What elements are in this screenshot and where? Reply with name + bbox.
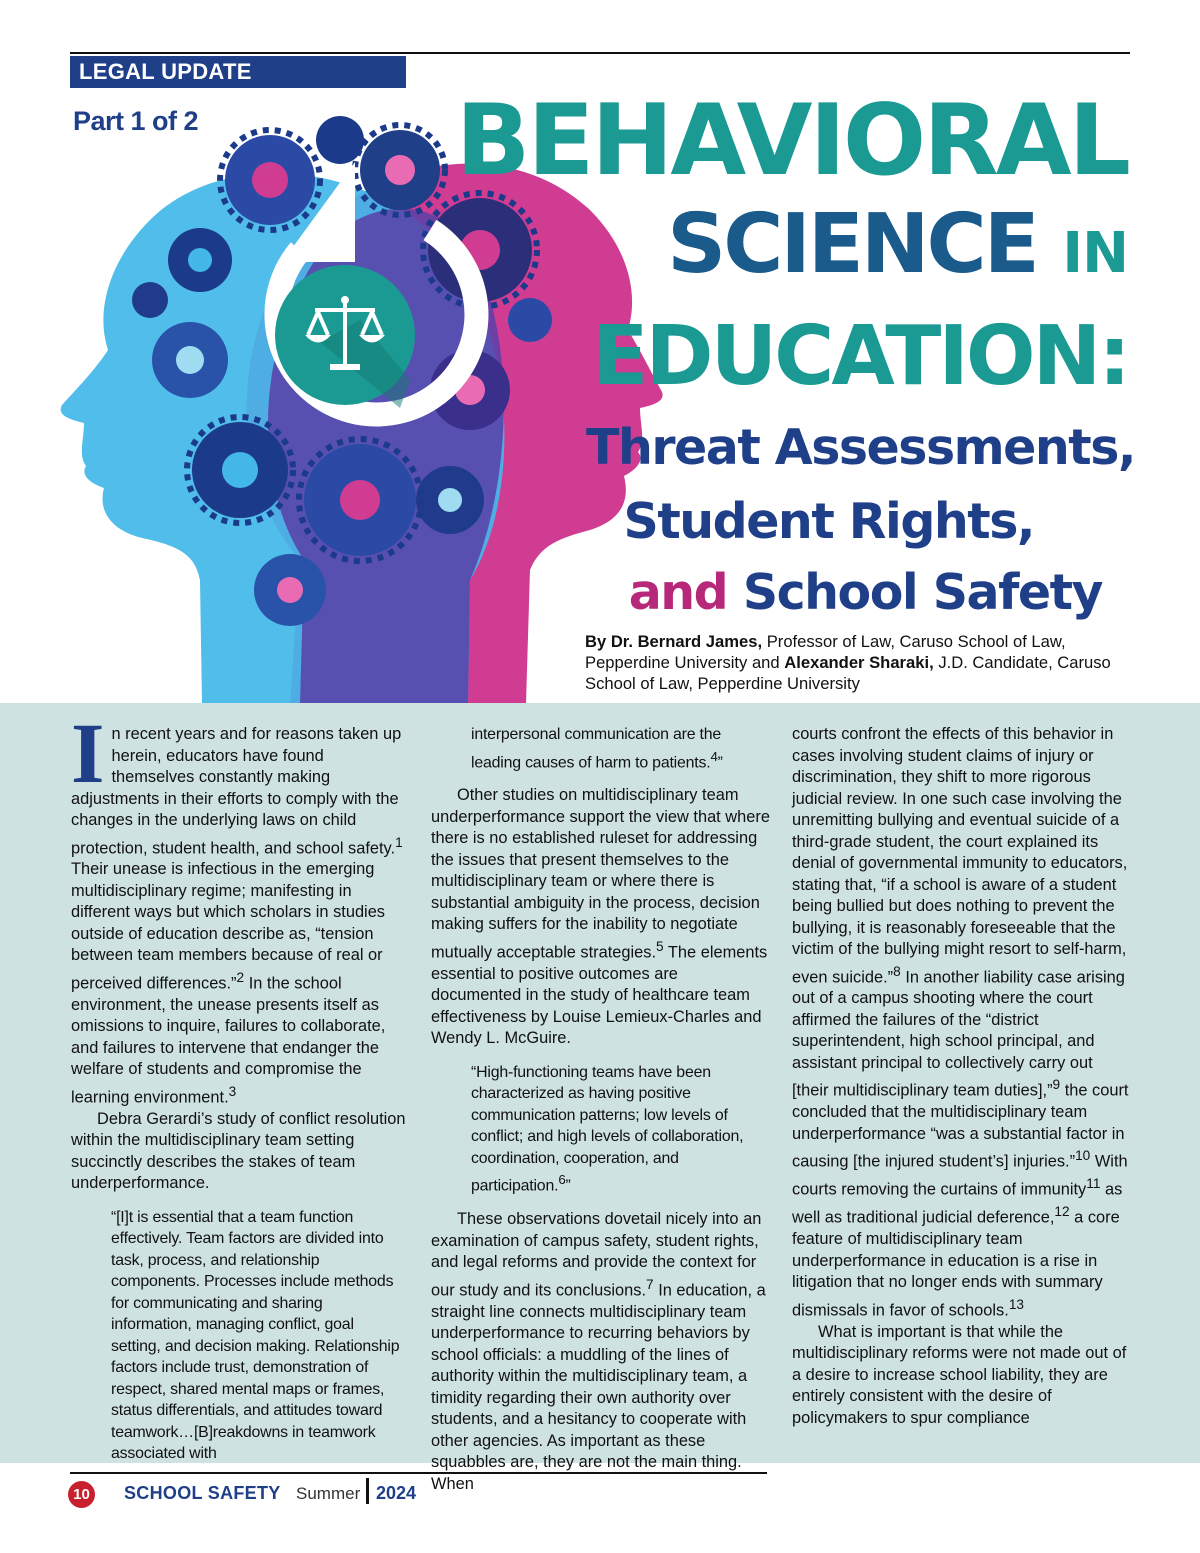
article-column-2: [431, 724, 771, 1495]
footer-year: 2024: [376, 1483, 417, 1503]
byline-affiliation-1: Professor of Law, Caruso School of Law, Pepperdine University and: [585, 632, 1066, 672]
page-number-badge: 10: [68, 1481, 95, 1508]
subtitle-school-safety: School Safety: [742, 564, 1102, 621]
paragraph: Other studies on multidisciplinary team underperformance support the view that where there is no established ruleset for addressing the issues that present themselves to the multidisciplinary team or where there is substantial ambiguity in the process, decision making suffers for the inability to negotiate mutually acceptable strategies.$^5$ The elements essential to positive outcomes are documented in the study of healthcare team effectiveness by Louise Lemieux-Charles and Wendy L. McGuire.: [431, 786, 770, 1048]
subtitle-and: and: [628, 564, 728, 621]
footnote-ref: 7: [646, 1276, 654, 1292]
block-quote-continued: interpersonal communication are the leading causes of harm to patients.$^4$”: [471, 726, 723, 771]
subtitle-line-1: Threat Assessments,: [586, 419, 1135, 476]
footnote-ref: 11: [1086, 1176, 1101, 1192]
subtitle-line-2: Student Rights,: [623, 493, 1034, 550]
footer-season: Summer: [296, 1484, 361, 1503]
byline: [585, 631, 1155, 694]
paragraph: These observations dovetail nicely into an examination of campus safety, student rights, and legal reforms and provide the context for our study and its conclusions.$^7$ In education, a straight line connects multidisciplinary team underperformance to recurring behaviors by school officials: a muddling of the lines of authority within the multidisciplinary team, a timidity regarding their own authority over students, and a hesitancy to cooperate with other agencies. As important as these squabbles are, they are not the main thing. When: [431, 1210, 766, 1493]
top-rule: [70, 52, 1130, 54]
footer-magazine-name: SCHOOL SAFETY: [124, 1483, 281, 1503]
headline-science: SCIENCE: [667, 197, 1037, 292]
headline-in: IN: [1062, 221, 1128, 286]
footnote-ref: 9: [1052, 1077, 1061, 1093]
footnote-ref: 12: [1054, 1204, 1070, 1220]
paragraph: What is important is that while the multidisciplinary reforms were not made out of a desire to increase school liability, they are entirely consistent with the desire of policymakers to spur compliance: [792, 1322, 1127, 1427]
footnote-ref: 1: [395, 834, 403, 850]
subtitle-line-3: [628, 564, 1102, 621]
section-tag: LEGAL UPDATE: [70, 56, 406, 88]
paragraph: In recent years and for reasons taken up herein, educators have found themselves constantly making adjustments in their efforts to comply with the changes in the underlying laws on child protection, student health, and school safety.$^1$ Their unease is infectious in the emerging multidisciplinary regime; manifesting in different ways but which scholars in studies outside of education describe as, “tension between team members because of real or perceived differences.”$^2$ In the school environment, the unease presents itself as omissions to inquire, failures to collaborate, and failures to intervene that endanger the welfare of students and compromise the learning environment.$^3$: [71, 705, 403, 1107]
footnote-ref: 4: [710, 748, 718, 764]
paragraph: Debra Gerardi’s study of conflict resolution within the multidisciplinary team setting succinctly describes the stakes of team underperformance.: [71, 1109, 406, 1193]
block-quote: “[I]t is essential that a team function effectively. Team factors are divided into task, process, and relationship components. Processes include methods for communicating and sharing information, managing conflict, goal setting, and decision making. Relationship factors include trust, demonstration of respect, shared mental maps or frames, status differentials, and attitudes toward teamwork…[B]reakdowns in teamwork associated with: [111, 1208, 400, 1463]
footer-rule: [70, 1472, 767, 1474]
byline-author-1: By Dr. Bernard James,: [585, 632, 763, 651]
headline-line-3: EDUCATION:: [592, 309, 1128, 404]
drop-cap: I: [71, 705, 105, 801]
part-label: Part 1 of 2: [73, 106, 199, 136]
footnote-ref: 8: [893, 963, 901, 979]
paragraph: courts confront the effects of this behavior in cases involving student claims of injury or discrimination, they shift to more rigorous judicial review. In one such case involving the unremitting bullying and eventual suicide of a third-grade student, the court explained its denial of governmental immunity to educators, stating that, “if a school is aware of a student being bullied but does nothing to prevent the bullying, it is reasonably foreseeable that the victim of the bullying might resort to self-harm, even suicide.”$^8$ In another liability case arising out of a campus shooting where the court affirmed the failures of the “district superintendent, high school principal, and assistant principal to collectively carry out [their multidisciplinary team duties],”$^9$ the court concluded that the multidisciplinary team underperformance “was a substantial factor in causing [the injured student’s] injuries.”$^{10}$ With courts removing the curtains of immunity$^{11}$ as well as traditional judicial deference,$^{12}$ a core feature of multidisciplinary team underperformance in education is a rise in litigation that no longer ends with summary dismissals in favor of schools.$^{13}$: [792, 725, 1129, 1320]
article-column-3: [792, 724, 1132, 1429]
footnote-ref: 10: [1075, 1148, 1091, 1164]
footnote-ref: 3: [228, 1083, 237, 1099]
byline-author-2: Alexander Sharaki,: [784, 653, 934, 672]
headline-line-1: BEHAVIORAL: [455, 84, 1128, 198]
footnote-ref: 5: [656, 938, 664, 954]
footnote-ref: 2: [236, 969, 245, 985]
headline-line-2: [667, 197, 1128, 292]
footnote-ref: 6: [558, 1172, 566, 1188]
block-quote: “High-functioning teams have been characterized as having positive communication patterns; low levels of conflict; and high levels of collaboration, coordination, cooperation, and participation.$^6$”: [471, 1063, 744, 1195]
footnote-ref: 13: [1008, 1296, 1025, 1312]
article-column-1: [71, 705, 407, 1477]
footer-divider: [366, 1478, 369, 1504]
byline-affiliation-2: J.D. Candidate, Caruso School of Law, Pepperdine University: [585, 653, 1111, 693]
